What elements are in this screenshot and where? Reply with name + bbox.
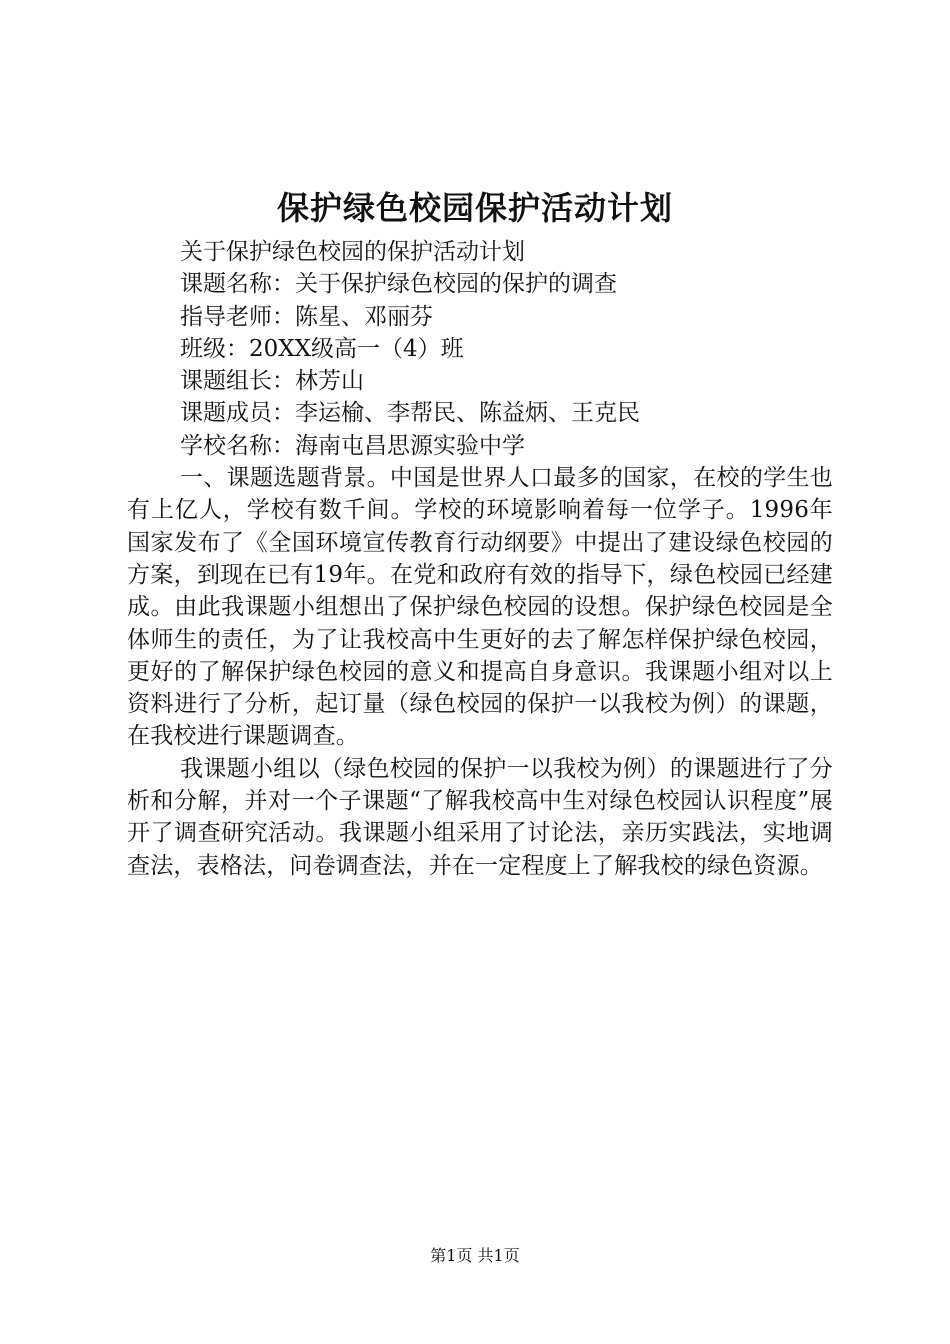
paragraph-methods: 我课题小组以（绿色校园的保护一以我校为例）的课题进行了分析和分解，并对一个子课题“了解我校高中生对绿色校园认识程度”展开了调查研究活动。我课题小组采用了讨论法，亲历实践法，实地调查法，表格法，问卷调查法，并在一定程度上了解我校的绿色资源。 [127, 755, 833, 879]
page-footer: 第1页 共1页 [430, 1246, 520, 1265]
info-line-class: 班级：20XX级高一（4）班 [180, 335, 464, 362]
document-body [127, 236, 833, 882]
paragraph-background: 一、课题选题背景。中国是世界人口最多的国家，在校的学生也有上亿人，学校有数千间。学校的环境影响着每一位学子。1996年国家发布了《全国环境宣传教育行动纲要》中提出了建设绿色校园的方案，到现在已有19年。在党和政府有效的指导下，绿色校园已经建成。由此我课题小组想出了保护绿色校园的设想。保护绿色校园是全体师生的责任，为了让我校高中生更好的去了解怎样保护绿色校园，更好的了解保护绿色校园的意义和提高自身意识。我课题小组对以上资料进行了分析，起订量（绿色校园的保护一以我校为例）的课题，在我校进行课题调查。 [127, 465, 833, 750]
info-line-subject: 课题名称：关于保护绿色校园的保护的调查 [180, 271, 617, 298]
info-line-leader: 课题组长：林芳山 [180, 368, 364, 395]
info-line-members: 课题成员：李运榆、李帮民、陈益炳、王克民 [180, 400, 640, 427]
info-line-teachers: 指导老师：陈星、邓丽芬 [180, 303, 433, 330]
info-line-school: 学校名称：海南屯昌思源实验中学 [180, 432, 525, 459]
document-title: 保护绿色校园保护活动计划 [276, 189, 673, 227]
info-line-topic: 关于保护绿色校园的保护活动计划 [180, 239, 525, 265]
